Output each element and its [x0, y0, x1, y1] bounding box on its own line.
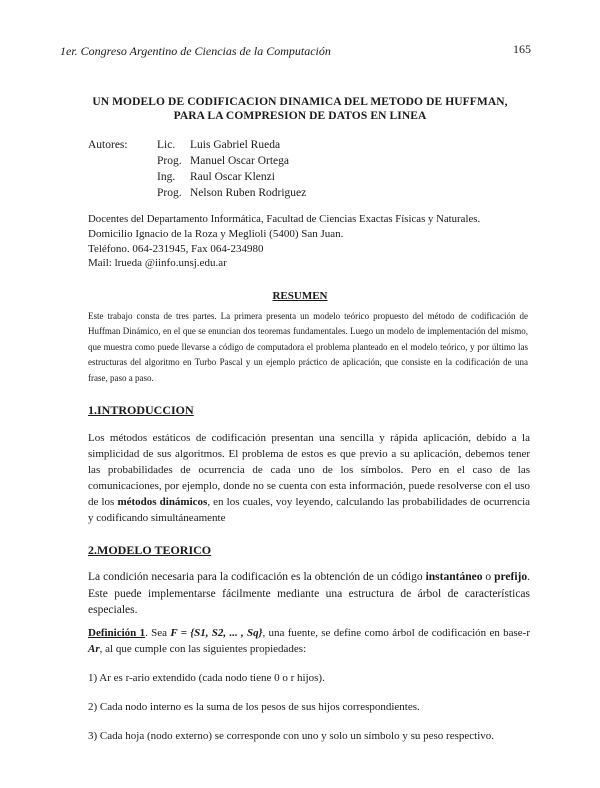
authors-label: Autores:: [88, 139, 128, 151]
intro-paragraph: [88, 430, 530, 526]
author-row: [157, 187, 306, 199]
definition-part-3: , al que cumple con las siguientes propiedades:: [99, 643, 307, 655]
definition-label: Definición 1: [88, 627, 146, 639]
modelo-paragraph: [88, 569, 530, 619]
property-item: 3) Cada hoja (nodo externo) se corresponde con uno y solo un símbolo y su peso respectivo.: [88, 730, 494, 742]
author-row: [157, 171, 275, 183]
modelo-bold-2: prefijo: [494, 571, 528, 583]
abstract-text: Este trabajo consta de tres partes. La primera presenta un modelo teórico propuesto del método de codificación de Huffman Dinámico, en el que se enuncian dos teoremas fundamentales. Luego un modelo de implementación del mismo, que muestra como puede llevarse a código de computadora el problema planteado en el modelo teórico, y por último las estructuras del algoritmo en Turbo Pascal y un ejemplo práctico de aplicación, que consiste en la codificación de una frase, paso a paso.: [88, 311, 528, 383]
intro-text-after: , en los cuales, voy leyendo, calculando las probabilidades de ocurrencia y codificando simultáneamente: [88, 496, 531, 524]
author-prefix: Lic.: [157, 139, 176, 151]
definition-part-1: . Sea: [145, 627, 168, 639]
email-line: Mail: lrueda @iinfo.unsj.edu.ar: [88, 257, 227, 269]
intro-text-before: Los métodos estáticos de codificación presentan una sencilla y rápida aplicación, debido a la simplicidad de sus algoritmos. El problema de estos es que previo a su aplicación, debemos tener las probabilidades de ocurrencia de cada uno de los símbolos. Pero en el caso de las comunicaciones, por ejemplo, donde no se cuenta con esta información, puede resolverse con el uso de los: [88, 432, 530, 508]
paper-title-line-1: UN MODELO DE CODIFICACION DINAMICA DEL METODO DE HUFFMAN,: [92, 96, 508, 108]
modelo-text-2: o: [485, 571, 492, 583]
definition-ar: Ar: [88, 643, 100, 655]
section-heading-modelo-teorico: 2.MODELO TEORICO: [88, 543, 212, 557]
author-prefix: Ing.: [157, 171, 176, 183]
author-name: Luis Gabriel Rueda: [190, 139, 281, 151]
definition-formula: F = {S1, S2, ... , Sq}: [170, 627, 263, 639]
phone-line: Teléfono. 064-231945, Fax 064-234980: [88, 243, 264, 255]
definition-part-2: , una fuente, se define como árbol de codificación en base-r: [262, 627, 530, 639]
author-row: [157, 139, 280, 151]
author-row: [157, 155, 289, 167]
property-item: 1) Ar es r-ario extendido (cada nodo tiene 0 o r hijos).: [88, 672, 325, 684]
author-prefix: Prog.: [157, 187, 182, 199]
page-number: 165: [513, 42, 531, 56]
conference-header: 1er. Congreso Argentino de Ciencias de la Computación: [60, 44, 331, 58]
author-prefix: Prog.: [157, 155, 182, 167]
paper-title-line-2: PARA LA COMPRESION DE DATOS EN LINEA: [173, 110, 427, 122]
section-heading-introduccion: 1.INTRODUCCION: [88, 403, 194, 417]
property-item: 2) Cada nodo interno es la suma de los pesos de sus hijos correspondientes.: [88, 701, 420, 713]
resumen-heading: RESUMEN: [272, 290, 328, 302]
affiliation-line: Docentes del Departamento Informática, Facultad de Ciencias Exactas Físicas y Naturales.: [88, 213, 481, 225]
author-name: Nelson Ruben Rodriguez: [190, 187, 307, 199]
intro-bold-term: métodos dinámicos: [117, 496, 208, 508]
address-line: Domicilio Ignacio de la Roza y Meglioli (5400) San Juan.: [88, 228, 344, 240]
author-name: Manuel Oscar Ortega: [190, 155, 289, 167]
author-name: Raul Oscar Klenzi: [190, 171, 275, 183]
modelo-text-3: . Este puede implementarse fácilmente mediante una estructura de árbol de características especiales.: [88, 571, 531, 616]
modelo-bold-1: instantáneo: [425, 571, 483, 583]
modelo-text-1: La condición necesaria para la codificación es la obtención de un código: [88, 571, 423, 583]
definition-paragraph: [88, 625, 530, 657]
